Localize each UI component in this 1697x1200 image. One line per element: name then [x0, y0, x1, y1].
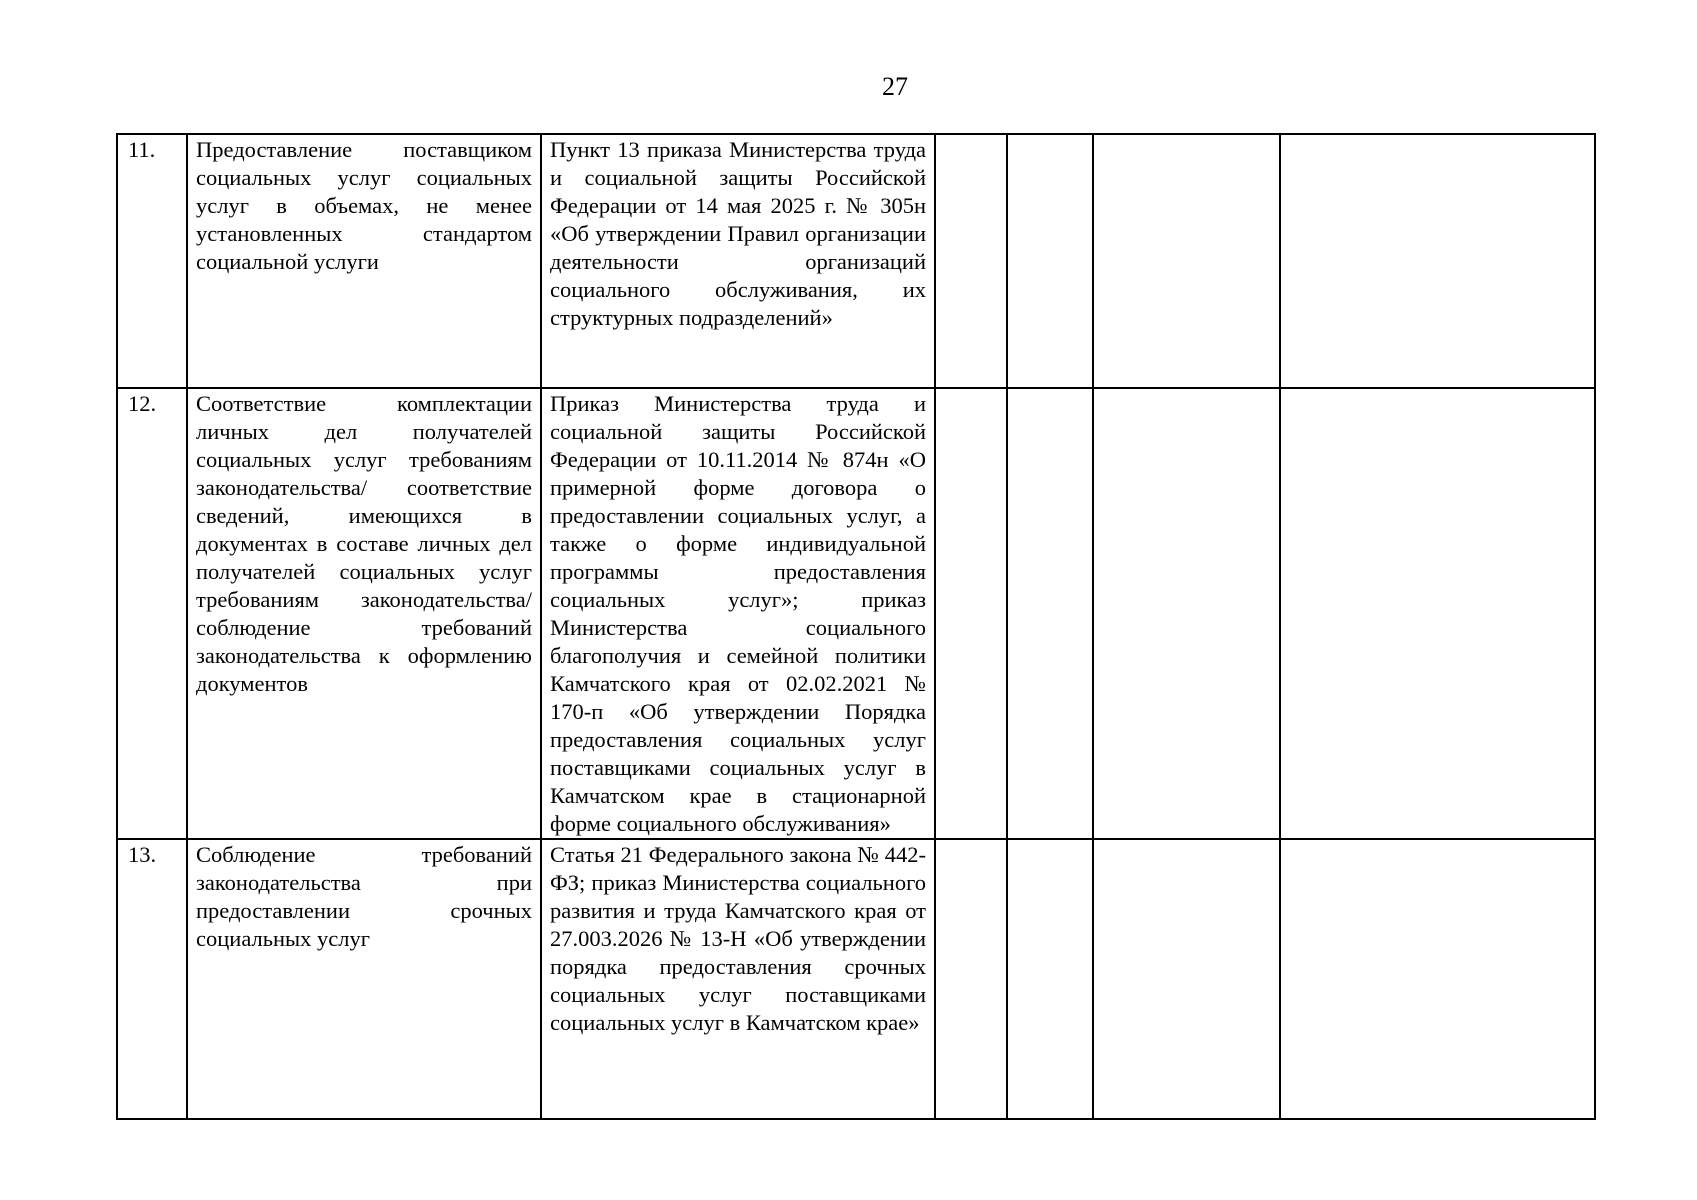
row-number: 13. — [117, 839, 187, 1119]
empty-cell — [1093, 388, 1280, 839]
empty-cell — [1280, 839, 1595, 1119]
requirement-cell: Соблюдение требований законодательства при предоставлении срочных социальных услуг — [187, 839, 541, 1119]
legal-basis-cell: Статья 21 Федерального закона № 442-ФЗ; приказ Министерства социального развития и труда Камчатского края от 27.003.2026 № 13-Н «Об утверждении порядка предоставления срочных социальных услуг поставщиками социальных услуг в Камчатском крае» — [541, 839, 935, 1119]
page-number: 27 — [882, 72, 908, 101]
row-number: 12. — [117, 388, 187, 839]
empty-cell — [1007, 839, 1093, 1119]
checklist-table — [116, 133, 1596, 1120]
empty-cell — [1093, 134, 1280, 388]
empty-cell — [935, 839, 1007, 1119]
empty-cell — [935, 134, 1007, 388]
table-row — [117, 839, 1595, 1119]
empty-cell — [1093, 839, 1280, 1119]
table-row — [117, 388, 1595, 839]
requirement-cell: Соответствие комплектации личных дел получателей социальных услуг требованиям законодательства/ соответствие сведений, имеющихся в документах в составе личных дел получателей социальных услуг требованиям законодательства/ соблюдение требований законодательства к оформлению документов — [187, 388, 541, 839]
empty-cell — [1280, 388, 1595, 839]
empty-cell — [935, 388, 1007, 839]
empty-cell — [1007, 134, 1093, 388]
legal-basis-cell: Пункт 13 приказа Министерства труда и социальной защиты Российской Федерации от 14 мая 2025 г. № 305н «Об утверждении Правил организации деятельности организаций социального обслуживания, их структурных подразделений» — [541, 134, 935, 388]
row-number: 11. — [117, 134, 187, 388]
empty-cell — [1280, 134, 1595, 388]
legal-basis-cell: Приказ Министерства труда и социальной защиты Российской Федерации от 10.11.2014 № 874н «О примерной форме договора о предоставлении социальных услуг, а также о форме индивидуальной программы предоставления социальных услуг»; приказ Министерства социального благополучия и семейной политики Камчатского края от 02.02.2021 № 170-п «Об утверждении Порядка предоставления социальных услуг поставщиками социальных услуг в Камчатском крае в стационарной форме социального обслуживания» — [541, 388, 935, 839]
empty-cell — [1007, 388, 1093, 839]
requirement-cell: Предоставление поставщиком социальных услуг социальных услуг в объемах, не менее установленных стандартом социальной услуги — [187, 134, 541, 388]
table-row — [117, 134, 1595, 388]
